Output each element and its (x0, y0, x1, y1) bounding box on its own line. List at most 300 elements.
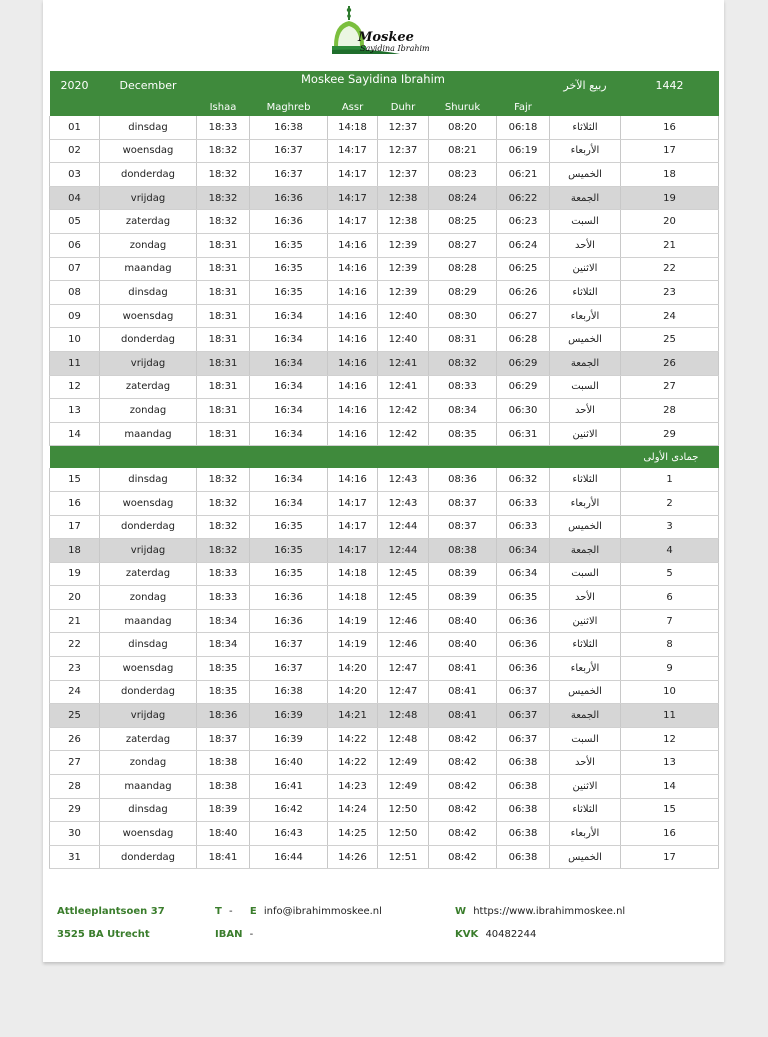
hijri-day: 19 (621, 186, 719, 210)
arabic-day: الجمعة (550, 186, 621, 210)
day-number: 16 (50, 491, 100, 515)
assr-time: 14:16 (328, 257, 378, 281)
ishaa-time: 18:32 (197, 186, 250, 210)
maghreb-time: 16:34 (250, 399, 328, 423)
day-name: zondag (100, 233, 197, 257)
duhr-time: 12:45 (378, 562, 429, 586)
day-number: 18 (50, 539, 100, 563)
day-name: maandag (100, 422, 197, 446)
maghreb-time: 16:42 (250, 798, 328, 822)
maghreb-time: 16:35 (250, 562, 328, 586)
ishaa-time: 18:32 (197, 210, 250, 234)
phone-label: T (215, 906, 222, 917)
day-name: zaterdag (100, 727, 197, 751)
duhr-time: 12:37 (378, 163, 429, 187)
fajr-time: 06:30 (497, 399, 550, 423)
shuruk-time: 08:40 (429, 609, 497, 633)
shuruk-time: 08:37 (429, 515, 497, 539)
maghreb-time: 16:37 (250, 657, 328, 681)
duhr-time: 12:49 (378, 751, 429, 775)
table-row (50, 822, 719, 846)
shuruk-time: 08:30 (429, 304, 497, 328)
duhr-time: 12:40 (378, 304, 429, 328)
day-name: woensdag (100, 822, 197, 846)
duhr-time: 12:40 (378, 328, 429, 352)
shuruk-time: 08:28 (429, 257, 497, 281)
duhr-time: 12:41 (378, 351, 429, 375)
fajr-time: 06:33 (497, 491, 550, 515)
hijri-day: 28 (621, 399, 719, 423)
shuruk-time: 08:34 (429, 399, 497, 423)
hijri-day: 21 (621, 233, 719, 257)
day-number: 07 (50, 257, 100, 281)
col-duhr: Duhr (378, 99, 429, 116)
table-row (50, 633, 719, 657)
footer-contact (215, 906, 382, 941)
fajr-time: 06:34 (497, 562, 550, 586)
day-name: zaterdag (100, 562, 197, 586)
hijri-day: 17 (621, 845, 719, 869)
hijri-day: 6 (621, 586, 719, 610)
maghreb-time: 16:34 (250, 375, 328, 399)
assr-time: 14:18 (328, 116, 378, 139)
ishaa-time: 18:31 (197, 328, 250, 352)
day-name: vrijdag (100, 351, 197, 375)
fajr-time: 06:21 (497, 163, 550, 187)
duhr-time: 12:48 (378, 704, 429, 728)
table-row (50, 139, 719, 163)
day-number: 28 (50, 775, 100, 799)
col-maghreb: Maghreb (250, 99, 328, 116)
shuruk-time: 08:31 (429, 328, 497, 352)
day-number: 12 (50, 375, 100, 399)
assr-time: 14:25 (328, 822, 378, 846)
arabic-day: السبت (550, 727, 621, 751)
hijri-month-header: ربيع الآخر (550, 71, 621, 99)
assr-time: 14:16 (328, 304, 378, 328)
shuruk-time: 08:29 (429, 281, 497, 305)
day-name: maandag (100, 609, 197, 633)
duhr-time: 12:41 (378, 375, 429, 399)
duhr-time: 12:37 (378, 116, 429, 139)
table-body (50, 116, 719, 869)
maghreb-time: 16:44 (250, 845, 328, 869)
duhr-time: 12:43 (378, 491, 429, 515)
ishaa-time: 18:38 (197, 751, 250, 775)
day-name: dinsdag (100, 468, 197, 491)
table-row (50, 609, 719, 633)
ishaa-time: 18:32 (197, 163, 250, 187)
ishaa-time: 18:31 (197, 304, 250, 328)
arabic-day: الاثنين (550, 609, 621, 633)
shuruk-time: 08:42 (429, 845, 497, 869)
table-row (50, 775, 719, 799)
maghreb-time: 16:36 (250, 609, 328, 633)
fajr-time: 06:38 (497, 798, 550, 822)
arabic-day: الخميس (550, 163, 621, 187)
day-number: 24 (50, 680, 100, 704)
ishaa-time: 18:39 (197, 798, 250, 822)
ishaa-time: 18:41 (197, 845, 250, 869)
arabic-day: الخميس (550, 680, 621, 704)
shuruk-time: 08:40 (429, 633, 497, 657)
day-name: woensdag (100, 491, 197, 515)
table-row (50, 798, 719, 822)
day-name: woensdag (100, 139, 197, 163)
arabic-day: الثلاثاء (550, 468, 621, 491)
arabic-day: الأحد (550, 586, 621, 610)
ishaa-time: 18:31 (197, 399, 250, 423)
assr-time: 14:16 (328, 233, 378, 257)
fajr-time: 06:31 (497, 422, 550, 446)
assr-time: 14:16 (328, 351, 378, 375)
fajr-time: 06:37 (497, 727, 550, 751)
day-number: 15 (50, 468, 100, 491)
maghreb-time: 16:36 (250, 210, 328, 234)
arabic-day: الأحد (550, 751, 621, 775)
day-name: dinsdag (100, 633, 197, 657)
assr-time: 14:20 (328, 680, 378, 704)
hijri-day: 17 (621, 139, 719, 163)
table-row (50, 539, 719, 563)
logo-title: Moskee (358, 30, 414, 45)
hijri-day: 15 (621, 798, 719, 822)
assr-time: 14:22 (328, 751, 378, 775)
duhr-time: 12:44 (378, 515, 429, 539)
table-row (50, 704, 719, 728)
maghreb-time: 16:36 (250, 586, 328, 610)
shuruk-time: 08:23 (429, 163, 497, 187)
day-number: 10 (50, 328, 100, 352)
shuruk-time: 08:24 (429, 186, 497, 210)
day-name: zondag (100, 751, 197, 775)
ishaa-time: 18:31 (197, 422, 250, 446)
assr-time: 14:24 (328, 798, 378, 822)
day-name: dinsdag (100, 116, 197, 139)
day-number: 25 (50, 704, 100, 728)
arabic-day: الأربعاء (550, 491, 621, 515)
ishaa-time: 18:40 (197, 822, 250, 846)
maghreb-time: 16:38 (250, 116, 328, 139)
hijri-day: 22 (621, 257, 719, 281)
hijri-day: 13 (621, 751, 719, 775)
day-number: 26 (50, 727, 100, 751)
assr-time: 14:20 (328, 657, 378, 681)
day-number: 23 (50, 657, 100, 681)
table-row (50, 491, 719, 515)
website-value[interactable]: https://www.ibrahimmoskee.nl (473, 906, 626, 917)
day-number: 08 (50, 281, 100, 305)
hijri-day: 12 (621, 727, 719, 751)
month-header: December (100, 71, 197, 99)
ishaa-time: 18:37 (197, 727, 250, 751)
maghreb-time: 16:34 (250, 491, 328, 515)
kvk-label: KVK (455, 929, 479, 940)
fajr-time: 06:27 (497, 304, 550, 328)
day-name: donderdag (100, 680, 197, 704)
duhr-time: 12:39 (378, 281, 429, 305)
table-row (50, 328, 719, 352)
day-number: 31 (50, 845, 100, 869)
duhr-time: 12:39 (378, 257, 429, 281)
assr-time: 14:17 (328, 186, 378, 210)
duhr-time: 12:44 (378, 539, 429, 563)
day-number: 03 (50, 163, 100, 187)
maghreb-time: 16:34 (250, 468, 328, 491)
kvk-value: 40482244 (485, 929, 537, 940)
maghreb-time: 16:39 (250, 704, 328, 728)
duhr-time: 12:47 (378, 680, 429, 704)
fajr-time: 06:29 (497, 375, 550, 399)
table-row (50, 657, 719, 681)
fajr-time: 06:18 (497, 116, 550, 139)
maghreb-time: 16:38 (250, 680, 328, 704)
shuruk-time: 08:42 (429, 798, 497, 822)
ishaa-time: 18:35 (197, 657, 250, 681)
year-header: 2020 (50, 71, 100, 99)
hijri-day: 24 (621, 304, 719, 328)
assr-time: 14:16 (328, 281, 378, 305)
arabic-day: الأحد (550, 399, 621, 423)
fajr-time: 06:35 (497, 586, 550, 610)
day-number: 20 (50, 586, 100, 610)
shuruk-time: 08:41 (429, 704, 497, 728)
hijri-day: 3 (621, 515, 719, 539)
arabic-day: الأربعاء (550, 304, 621, 328)
ishaa-time: 18:34 (197, 633, 250, 657)
shuruk-time: 08:39 (429, 586, 497, 610)
table-header-columns (50, 99, 719, 116)
hijri-day: 23 (621, 281, 719, 305)
fajr-time: 06:32 (497, 468, 550, 491)
hijri-day: 26 (621, 351, 719, 375)
day-number: 29 (50, 798, 100, 822)
maghreb-time: 16:39 (250, 727, 328, 751)
hijri-day: 5 (621, 562, 719, 586)
hijri-day: 7 (621, 609, 719, 633)
assr-time: 14:19 (328, 609, 378, 633)
duhr-time: 12:43 (378, 468, 429, 491)
day-name: vrijdag (100, 539, 197, 563)
hijri-day: 2 (621, 491, 719, 515)
day-number: 11 (50, 351, 100, 375)
assr-time: 14:16 (328, 328, 378, 352)
day-name: woensdag (100, 304, 197, 328)
shuruk-time: 08:27 (429, 233, 497, 257)
table-row (50, 210, 719, 234)
mosque-title: Moskee Sayidina Ibrahim (197, 71, 550, 99)
email-value[interactable]: info@ibrahimmoskee.nl (263, 906, 382, 917)
footer-address (57, 906, 165, 941)
arabic-day: الخميس (550, 845, 621, 869)
day-number: 21 (50, 609, 100, 633)
assr-time: 14:16 (328, 468, 378, 491)
arabic-day: الثلاثاء (550, 281, 621, 305)
arabic-day: الأربعاء (550, 139, 621, 163)
day-number: 05 (50, 210, 100, 234)
hijri-day: 11 (621, 704, 719, 728)
day-name: vrijdag (100, 186, 197, 210)
maghreb-time: 16:35 (250, 539, 328, 563)
assr-time: 14:17 (328, 491, 378, 515)
day-number: 13 (50, 399, 100, 423)
duhr-time: 12:46 (378, 609, 429, 633)
day-number: 01 (50, 116, 100, 139)
hijri-day: 16 (621, 822, 719, 846)
col-assr: Assr (328, 99, 378, 116)
arabic-day: السبت (550, 375, 621, 399)
assr-time: 14:17 (328, 539, 378, 563)
duhr-time: 12:37 (378, 139, 429, 163)
arabic-day: الجمعة (550, 351, 621, 375)
table-row (50, 515, 719, 539)
hijri-day: 25 (621, 328, 719, 352)
table-row (50, 399, 719, 423)
fajr-time: 06:28 (497, 328, 550, 352)
duhr-time: 12:50 (378, 798, 429, 822)
hijri-day: 9 (621, 657, 719, 681)
hijri-day: 8 (621, 633, 719, 657)
footer-city: 3525 BA Utrecht (57, 929, 150, 940)
ishaa-time: 18:36 (197, 704, 250, 728)
arabic-day: الجمعة (550, 704, 621, 728)
shuruk-time: 08:41 (429, 657, 497, 681)
maghreb-time: 16:37 (250, 163, 328, 187)
assr-time: 14:17 (328, 210, 378, 234)
shuruk-time: 08:25 (429, 210, 497, 234)
duhr-time: 12:49 (378, 775, 429, 799)
maghreb-time: 16:35 (250, 281, 328, 305)
fajr-time: 06:38 (497, 775, 550, 799)
hijri-day: 29 (621, 422, 719, 446)
duhr-time: 12:42 (378, 399, 429, 423)
logo-subtitle: Sayidina Ibrahim (360, 44, 430, 53)
duhr-time: 12:38 (378, 210, 429, 234)
shuruk-time: 08:42 (429, 751, 497, 775)
email-label: E (249, 906, 257, 917)
table-row (50, 562, 719, 586)
day-number: 02 (50, 139, 100, 163)
maghreb-time: 16:35 (250, 515, 328, 539)
table-row (50, 163, 719, 187)
assr-time: 14:17 (328, 163, 378, 187)
ishaa-time: 18:31 (197, 375, 250, 399)
hijri-day: 20 (621, 210, 719, 234)
arabic-day: الثلاثاء (550, 798, 621, 822)
hijri-day: 4 (621, 539, 719, 563)
footer-web (455, 906, 625, 941)
assr-time: 14:17 (328, 139, 378, 163)
fajr-time: 06:36 (497, 633, 550, 657)
day-number: 14 (50, 422, 100, 446)
col-ishaa: Ishaa (197, 99, 250, 116)
ishaa-time: 18:35 (197, 680, 250, 704)
arabic-day: الاثنين (550, 775, 621, 799)
maghreb-time: 16:37 (250, 139, 328, 163)
fajr-time: 06:33 (497, 515, 550, 539)
day-name: donderdag (100, 515, 197, 539)
fajr-time: 06:24 (497, 233, 550, 257)
day-name: zondag (100, 586, 197, 610)
shuruk-time: 08:36 (429, 468, 497, 491)
shuruk-time: 08:42 (429, 822, 497, 846)
arabic-day: الخميس (550, 328, 621, 352)
ishaa-time: 18:32 (197, 539, 250, 563)
shuruk-time: 08:41 (429, 680, 497, 704)
phone-value: - (229, 906, 233, 917)
ishaa-time: 18:31 (197, 257, 250, 281)
table-row (50, 351, 719, 375)
duhr-time: 12:47 (378, 657, 429, 681)
arabic-day: السبت (550, 210, 621, 234)
arabic-day: الأربعاء (550, 657, 621, 681)
day-name: donderdag (100, 163, 197, 187)
table-row (50, 468, 719, 491)
assr-time: 14:21 (328, 704, 378, 728)
footer-street: Attleeplantsoen 37 (57, 906, 165, 917)
ishaa-time: 18:34 (197, 609, 250, 633)
website-label: W (455, 906, 467, 917)
day-number: 09 (50, 304, 100, 328)
maghreb-time: 16:34 (250, 422, 328, 446)
fajr-time: 06:38 (497, 751, 550, 775)
arabic-day: الخميس (550, 515, 621, 539)
duhr-time: 12:48 (378, 727, 429, 751)
fajr-time: 06:23 (497, 210, 550, 234)
day-number: 17 (50, 515, 100, 539)
assr-time: 14:23 (328, 775, 378, 799)
table-row (50, 233, 719, 257)
duhr-time: 12:38 (378, 186, 429, 210)
table-row (50, 186, 719, 210)
arabic-day: الثلاثاء (550, 116, 621, 139)
mosque-logo (330, 2, 445, 60)
hijri-day: 14 (621, 775, 719, 799)
ishaa-time: 18:31 (197, 281, 250, 305)
arabic-day: الثلاثاء (550, 633, 621, 657)
fajr-time: 06:34 (497, 539, 550, 563)
hijri-day: 18 (621, 163, 719, 187)
fajr-time: 06:25 (497, 257, 550, 281)
maghreb-time: 16:35 (250, 233, 328, 257)
col-shuruk: Shuruk (429, 99, 497, 116)
ishaa-time: 18:38 (197, 775, 250, 799)
maghreb-time: 16:34 (250, 351, 328, 375)
duhr-time: 12:50 (378, 822, 429, 846)
duhr-time: 12:45 (378, 586, 429, 610)
arabic-day: الاثنين (550, 257, 621, 281)
new-hijri-month-label: جمادى الأولى (550, 446, 719, 469)
day-name: maandag (100, 257, 197, 281)
fajr-time: 06:37 (497, 680, 550, 704)
fajr-time: 06:38 (497, 822, 550, 846)
table-row (50, 422, 719, 446)
ishaa-time: 18:33 (197, 116, 250, 139)
shuruk-time: 08:35 (429, 422, 497, 446)
assr-time: 14:17 (328, 515, 378, 539)
assr-time: 14:16 (328, 422, 378, 446)
maghreb-time: 16:35 (250, 257, 328, 281)
duhr-time: 12:51 (378, 845, 429, 869)
assr-time: 14:16 (328, 375, 378, 399)
day-name: zondag (100, 399, 197, 423)
ishaa-time: 18:32 (197, 468, 250, 491)
maghreb-time: 16:43 (250, 822, 328, 846)
table-row (50, 116, 719, 139)
table-row (50, 281, 719, 305)
day-number: 06 (50, 233, 100, 257)
day-name: dinsdag (100, 798, 197, 822)
